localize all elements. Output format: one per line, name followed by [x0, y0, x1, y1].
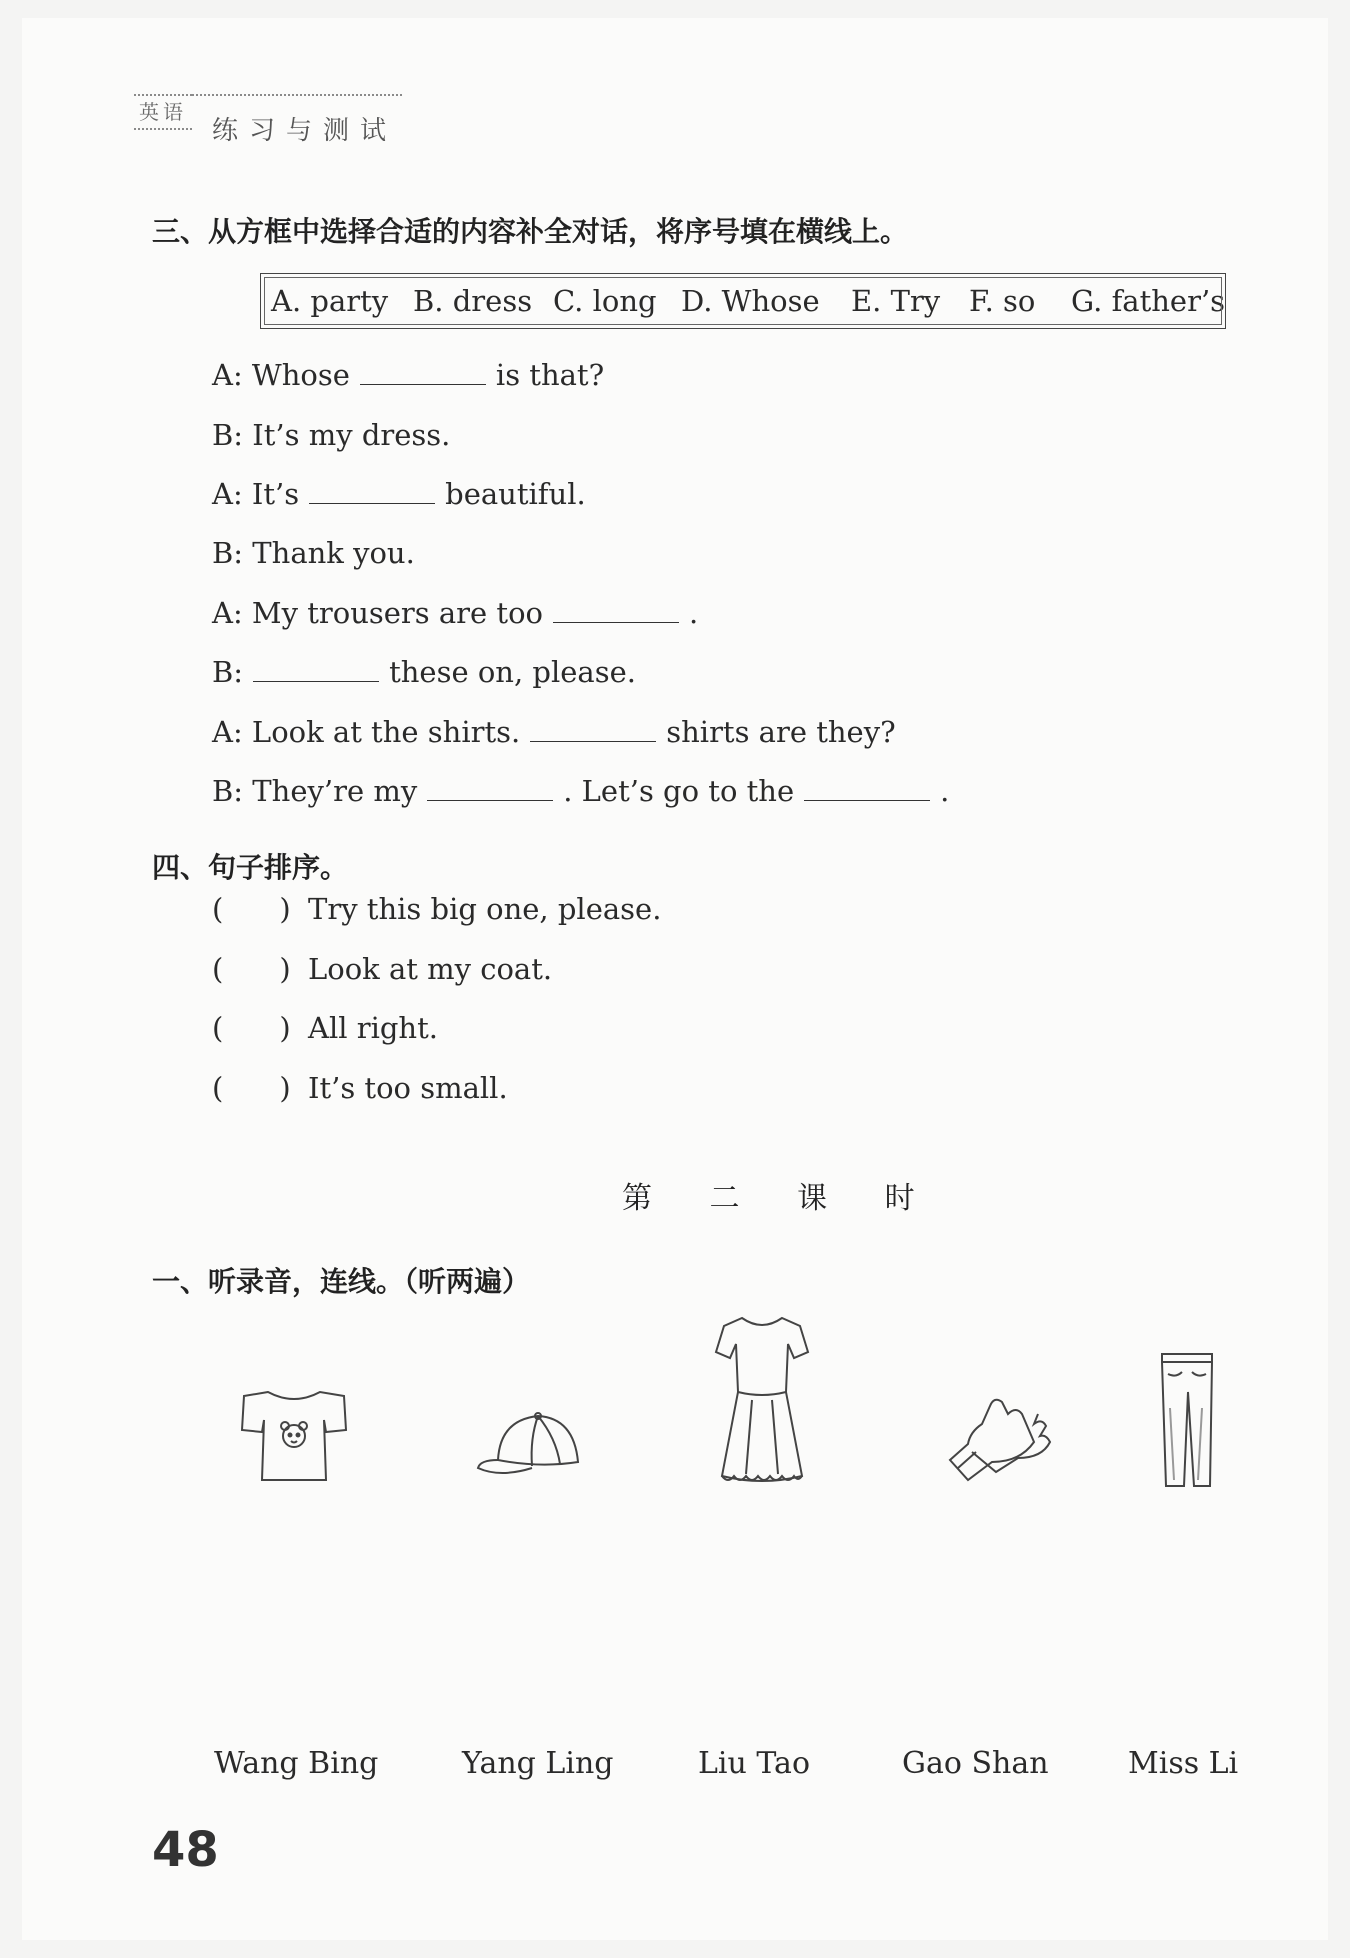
answer-blank[interactable] [427, 774, 553, 801]
order-item [212, 1071, 508, 1105]
dialogue-line [212, 477, 586, 511]
answer-blank[interactable] [253, 655, 379, 682]
dialogue-line [212, 536, 415, 570]
trousers-icon[interactable] [1156, 1348, 1218, 1490]
student-name[interactable]: Yang Ling [462, 1746, 614, 1781]
dialogue-text: these on, please. [389, 655, 636, 689]
order-item [212, 952, 552, 986]
dialogue-line [212, 358, 604, 392]
option-b: B. dress [413, 284, 533, 318]
order-item [212, 892, 661, 926]
dialogue-text: beautiful. [445, 477, 586, 511]
dialogue-line [212, 655, 636, 689]
order-paren[interactable]: ( ) [212, 1071, 291, 1105]
book-title: 练习与测试 [212, 116, 398, 146]
order-sentence: It’s too small. [308, 1071, 508, 1105]
dialogue-text: . [689, 596, 699, 630]
dialogue-line [212, 715, 896, 749]
dress-icon[interactable] [712, 1308, 812, 1490]
dialogue-text: A: It’s [212, 477, 300, 511]
subject-tag: 英语 [134, 94, 192, 130]
page-number: 48 [152, 1822, 219, 1878]
dialogue-text: is that? [495, 358, 605, 392]
dialogue-text: A: Whose [212, 358, 350, 392]
dialogue-text: . Let’s go to the [563, 774, 795, 808]
gloves-icon[interactable] [942, 1388, 1054, 1488]
order-paren[interactable]: ( ) [212, 952, 291, 986]
workbook-page [22, 18, 1328, 1940]
section3-title: 三、从方框中选择合适的内容补全对话，将序号填在横线上。 [152, 215, 909, 248]
dialogue-text: A: My trousers are too [212, 596, 543, 630]
dialogue-text: shirts are they? [666, 715, 896, 749]
dialogue-line [212, 774, 949, 808]
dialogue-text: B: They’re my [212, 774, 418, 808]
answer-blank[interactable] [309, 477, 435, 504]
answer-blank[interactable] [804, 774, 930, 801]
student-name[interactable]: Liu Tao [698, 1746, 811, 1781]
order-sentence: Try this big one, please. [308, 892, 662, 926]
cap-icon[interactable] [470, 1402, 588, 1482]
order-paren[interactable]: ( ) [212, 1011, 291, 1045]
dialogue-text: . [940, 774, 950, 808]
order-item [212, 1011, 438, 1045]
t-shirt-icon[interactable] [228, 1380, 358, 1490]
student-name[interactable]: Miss Li [1128, 1746, 1239, 1781]
section4-title: 四、句子排序。 [152, 851, 349, 884]
option-c: C. long [553, 284, 657, 318]
order-paren[interactable]: ( ) [212, 892, 291, 926]
dialogue-text: B: [212, 655, 244, 689]
dialogue-line [212, 418, 450, 452]
lesson-title: 第 二 课 时 [622, 1181, 939, 1216]
dialogue-text: A: Look at the shirts. [212, 715, 521, 749]
dialogue-line [212, 596, 698, 630]
dialogue-text: B: It’s my dress. [212, 418, 451, 452]
header-rule [192, 94, 402, 96]
answer-blank[interactable] [530, 715, 656, 742]
option-a: A. party [271, 284, 389, 318]
student-name[interactable]: Gao Shan [902, 1746, 1049, 1781]
option-f: F. so [969, 284, 1036, 318]
answer-blank[interactable] [553, 596, 679, 623]
answer-blank[interactable] [360, 358, 486, 385]
order-sentence: Look at my coat. [308, 952, 553, 986]
section1-title: 一、听录音，连线。（听两遍） [152, 1265, 531, 1298]
option-d: D. Whose [681, 284, 820, 318]
option-g: G. father’s [1071, 284, 1226, 318]
order-sentence: All right. [308, 1011, 438, 1045]
options-box [260, 273, 1226, 329]
dialogue-text: B: Thank you. [212, 536, 415, 570]
student-name[interactable]: Wang Bing [214, 1746, 379, 1781]
option-e: E. Try [851, 284, 941, 318]
